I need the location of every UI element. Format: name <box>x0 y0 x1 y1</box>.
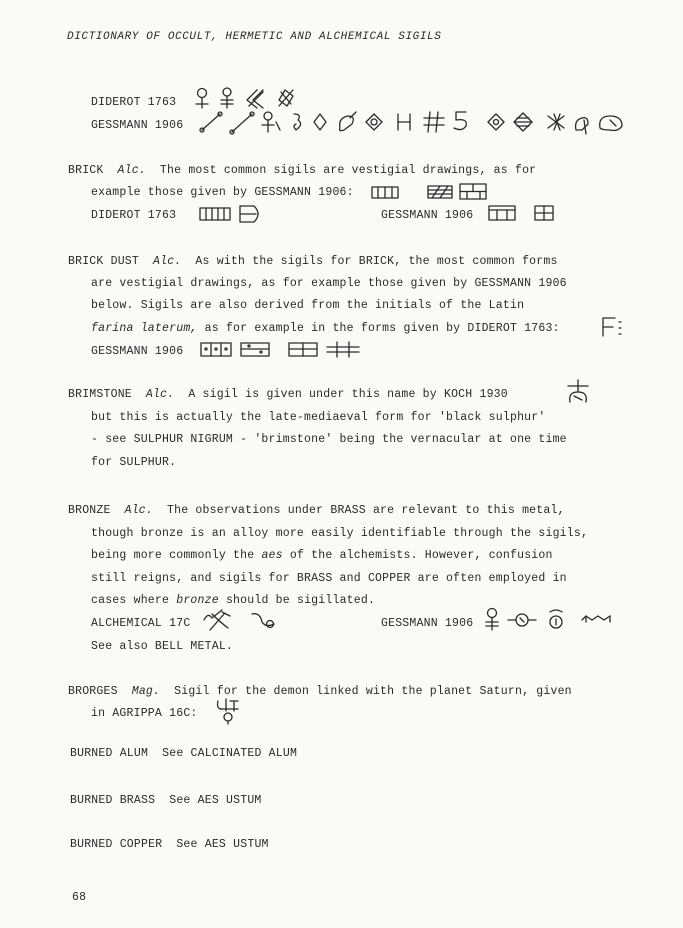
running-header: DICTIONARY OF OCCULT, HERMETIC AND ALCHEMICAL SIGILS <box>67 31 442 43</box>
entry-tag: Alc. <box>145 388 175 401</box>
citation-gessmann: GESSMANN 1906 <box>91 119 184 132</box>
entry-term: BRORGES <box>68 685 118 698</box>
sigil-row-bronze-gessmann <box>484 606 614 632</box>
entry-term: BURNED BRASS <box>70 794 156 807</box>
entry-tag: Alc. <box>153 255 182 268</box>
entry-text: of the alchemists. However, confusion <box>289 549 553 562</box>
entry-tag: Alc. <box>124 504 154 517</box>
entry-term: BRICK <box>68 164 104 177</box>
entry-brick-line: example those given by GESSMANN 1906: <box>91 186 354 199</box>
citation-gessmann: GESSMANN 1906 <box>381 617 474 630</box>
sigil-row-brick-gessmann <box>370 182 488 202</box>
entry-text: being more commonly the <box>91 549 255 562</box>
entry-text: should be sigillated. <box>225 594 376 607</box>
entry-brick-dust-line: are vestigial drawings, as for example those given by GESSMANN 1906 <box>91 277 567 290</box>
see-reference: See CALCINATED ALUM <box>162 747 298 760</box>
sigil-row-brick-gessmann-2 <box>487 203 557 223</box>
entry-borges-line: in AGRIPPA 16C: <box>91 707 198 720</box>
entry-brimstone-line: but this is actually the late-mediaeval form for 'black sulphur' <box>91 411 546 424</box>
entry-text: Sigil for the demon linked with the planet Saturn, given <box>174 685 572 698</box>
entry-brick-dust-line: below. Sigils are also derived from the initials of the Latin <box>91 299 525 312</box>
entry-brick-dust-first-line <box>68 255 558 268</box>
entry-term: BRIMSTONE <box>68 388 132 401</box>
entry-borges-first-line <box>68 685 572 698</box>
page-number: 68 <box>72 891 87 904</box>
emphasis-term: bronze <box>176 594 219 607</box>
see-also: See also BELL METAL. <box>91 640 234 653</box>
entry-text: As with the sigils for BRICK, the most common forms <box>195 255 558 268</box>
entry-tag: Mag. <box>131 685 161 698</box>
sigil-borges-agrippa <box>214 697 242 725</box>
entry-tag: Alc. <box>117 164 146 177</box>
entry-bronze-line: still reigns, and sigils for BRASS and COPPER are often employed in <box>91 572 567 585</box>
entry-bronze-line <box>91 594 375 607</box>
entry-term: BRICK DUST <box>68 255 140 268</box>
citation-alchemical: ALCHEMICAL 17C <box>91 617 191 630</box>
entry-brimstone-line: for SULPHUR. <box>91 456 177 469</box>
entry-burned-brass <box>70 794 262 807</box>
entry-text: The observations under BRASS are relevant to this metal, <box>167 504 565 517</box>
citation-diderot: DIDEROT 1763 <box>91 209 177 222</box>
entry-brimstone-first-line <box>68 388 508 401</box>
latin-term: aes <box>261 549 283 562</box>
citation-gessmann: GESSMANN 1906 <box>381 209 474 222</box>
sigil-row-bronze-alchemical <box>200 608 280 632</box>
citation-diderot: DIDEROT 1763 <box>91 96 177 109</box>
entry-term: BURNED ALUM <box>70 747 149 760</box>
entry-brick-first-line <box>68 164 536 177</box>
sigil-row-gessmann-top <box>198 108 633 136</box>
sigil-brick-dust-diderot <box>599 316 625 338</box>
entry-text: The most common sigils are vestigial drawings, as for <box>159 164 537 177</box>
entry-burned-alum <box>70 747 297 760</box>
sigil-row-brick-dust-gessmann <box>199 339 364 359</box>
entry-bronze-first-line <box>68 504 565 517</box>
entry-brick-dust-line <box>91 322 560 335</box>
entry-text: A sigil is given under this name by KOCH 1930 <box>188 388 508 401</box>
see-reference: See AES USTUM <box>169 794 262 807</box>
entry-term: BRONZE <box>68 504 111 517</box>
entry-term: BURNED COPPER <box>70 838 163 851</box>
entry-text: cases where <box>91 594 170 607</box>
entry-bronze-line: though bronze is an alloy more easily identifiable through the sigils, <box>91 527 589 540</box>
entry-bronze-line <box>91 549 553 562</box>
entry-text: as for example in the forms given by DIDEROT 1763: <box>204 322 560 335</box>
sigil-row-brick-diderot <box>198 204 266 224</box>
latin-term: farina laterum, <box>91 322 198 335</box>
entry-brimstone-line: - see SULPHUR NIGRUM - 'brimstone' being the vernacular at one time <box>91 433 567 446</box>
sigil-brimstone-koch <box>564 378 594 404</box>
see-reference: See AES USTUM <box>176 838 269 851</box>
entry-burned-copper <box>70 838 269 851</box>
citation-gessmann: GESSMANN 1906 <box>91 345 184 358</box>
